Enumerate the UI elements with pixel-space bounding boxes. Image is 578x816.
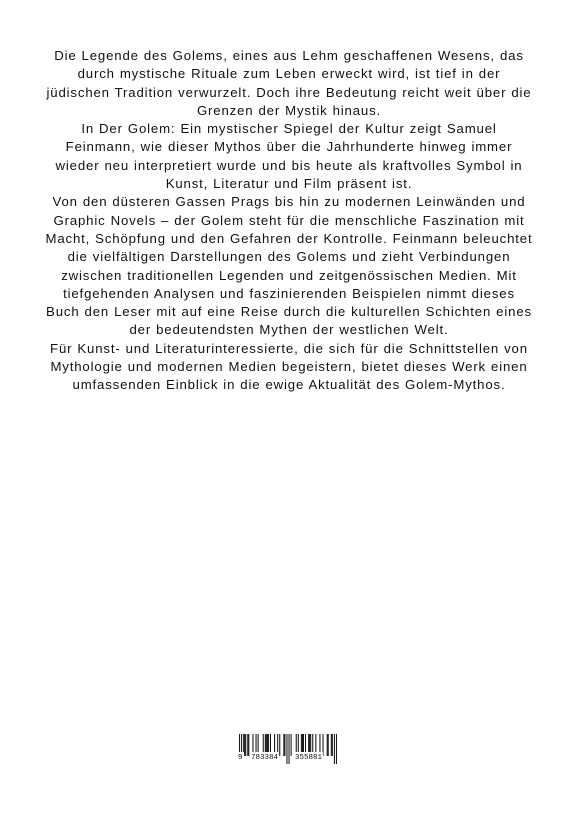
isbn-digits — [238, 752, 338, 764]
isbn-left-group: 783384 — [251, 754, 279, 762]
blurb-paragraph-themes: Von den düsteren Gassen Prags bis hin zu modernen Leinwänden und Graphic Novels – der Golem steht für die menschliche Faszination mit Macht, Schöpfung und den Gefahren der Kontrolle. Feinmann beleuchtet die vielfältigen Darstellungen des Golems und zieht Verbindungen zwischen traditionellen Legenden und zeitgenössischen Medien. Mit tiefgehenden Analysen und faszinierenden Beispielen nimmt dieses Buch den Leser mit auf eine Reise durch die kulturellen Schichten eines der bedeutendsten Mythen der westlichen Welt. — [45, 194, 533, 338]
isbn-lead-digit: 9 — [238, 754, 243, 762]
back-cover-blurb — [44, 47, 534, 395]
blurb-paragraph-audience: Für Kunst- und Literaturinteressierte, die sich für die Schnittstellen von Mythologie und modernen Medien begeistern, bietet dieses Werk einen umfassenden Einblick in die ewige Aktualität des Golem-Mythos. — [50, 340, 528, 393]
blurb-paragraph-intro: Die Legende des Golems, eines aus Lehm geschaffenen Wesens, das durch mystische Rituale zum Leben erweckt wird, ist tief in der jüdischen Tradition verwurzelt. Doch ihre Bedeutung reicht weit über die Grenzen der Mystik hinaus. — [46, 48, 532, 118]
isbn-right-group: 355881 — [295, 754, 323, 762]
blurb-paragraph-author: In Der Golem: Ein mystischer Spiegel der Kultur zeigt Samuel Feinmann, wie dieser Mythos über die Jahrhunderte hinweg immer wieder neu interpretiert wurde und bis heute als kraftvolles Symbol in Kunst, Literatur und Film präsent ist. — [55, 121, 523, 192]
